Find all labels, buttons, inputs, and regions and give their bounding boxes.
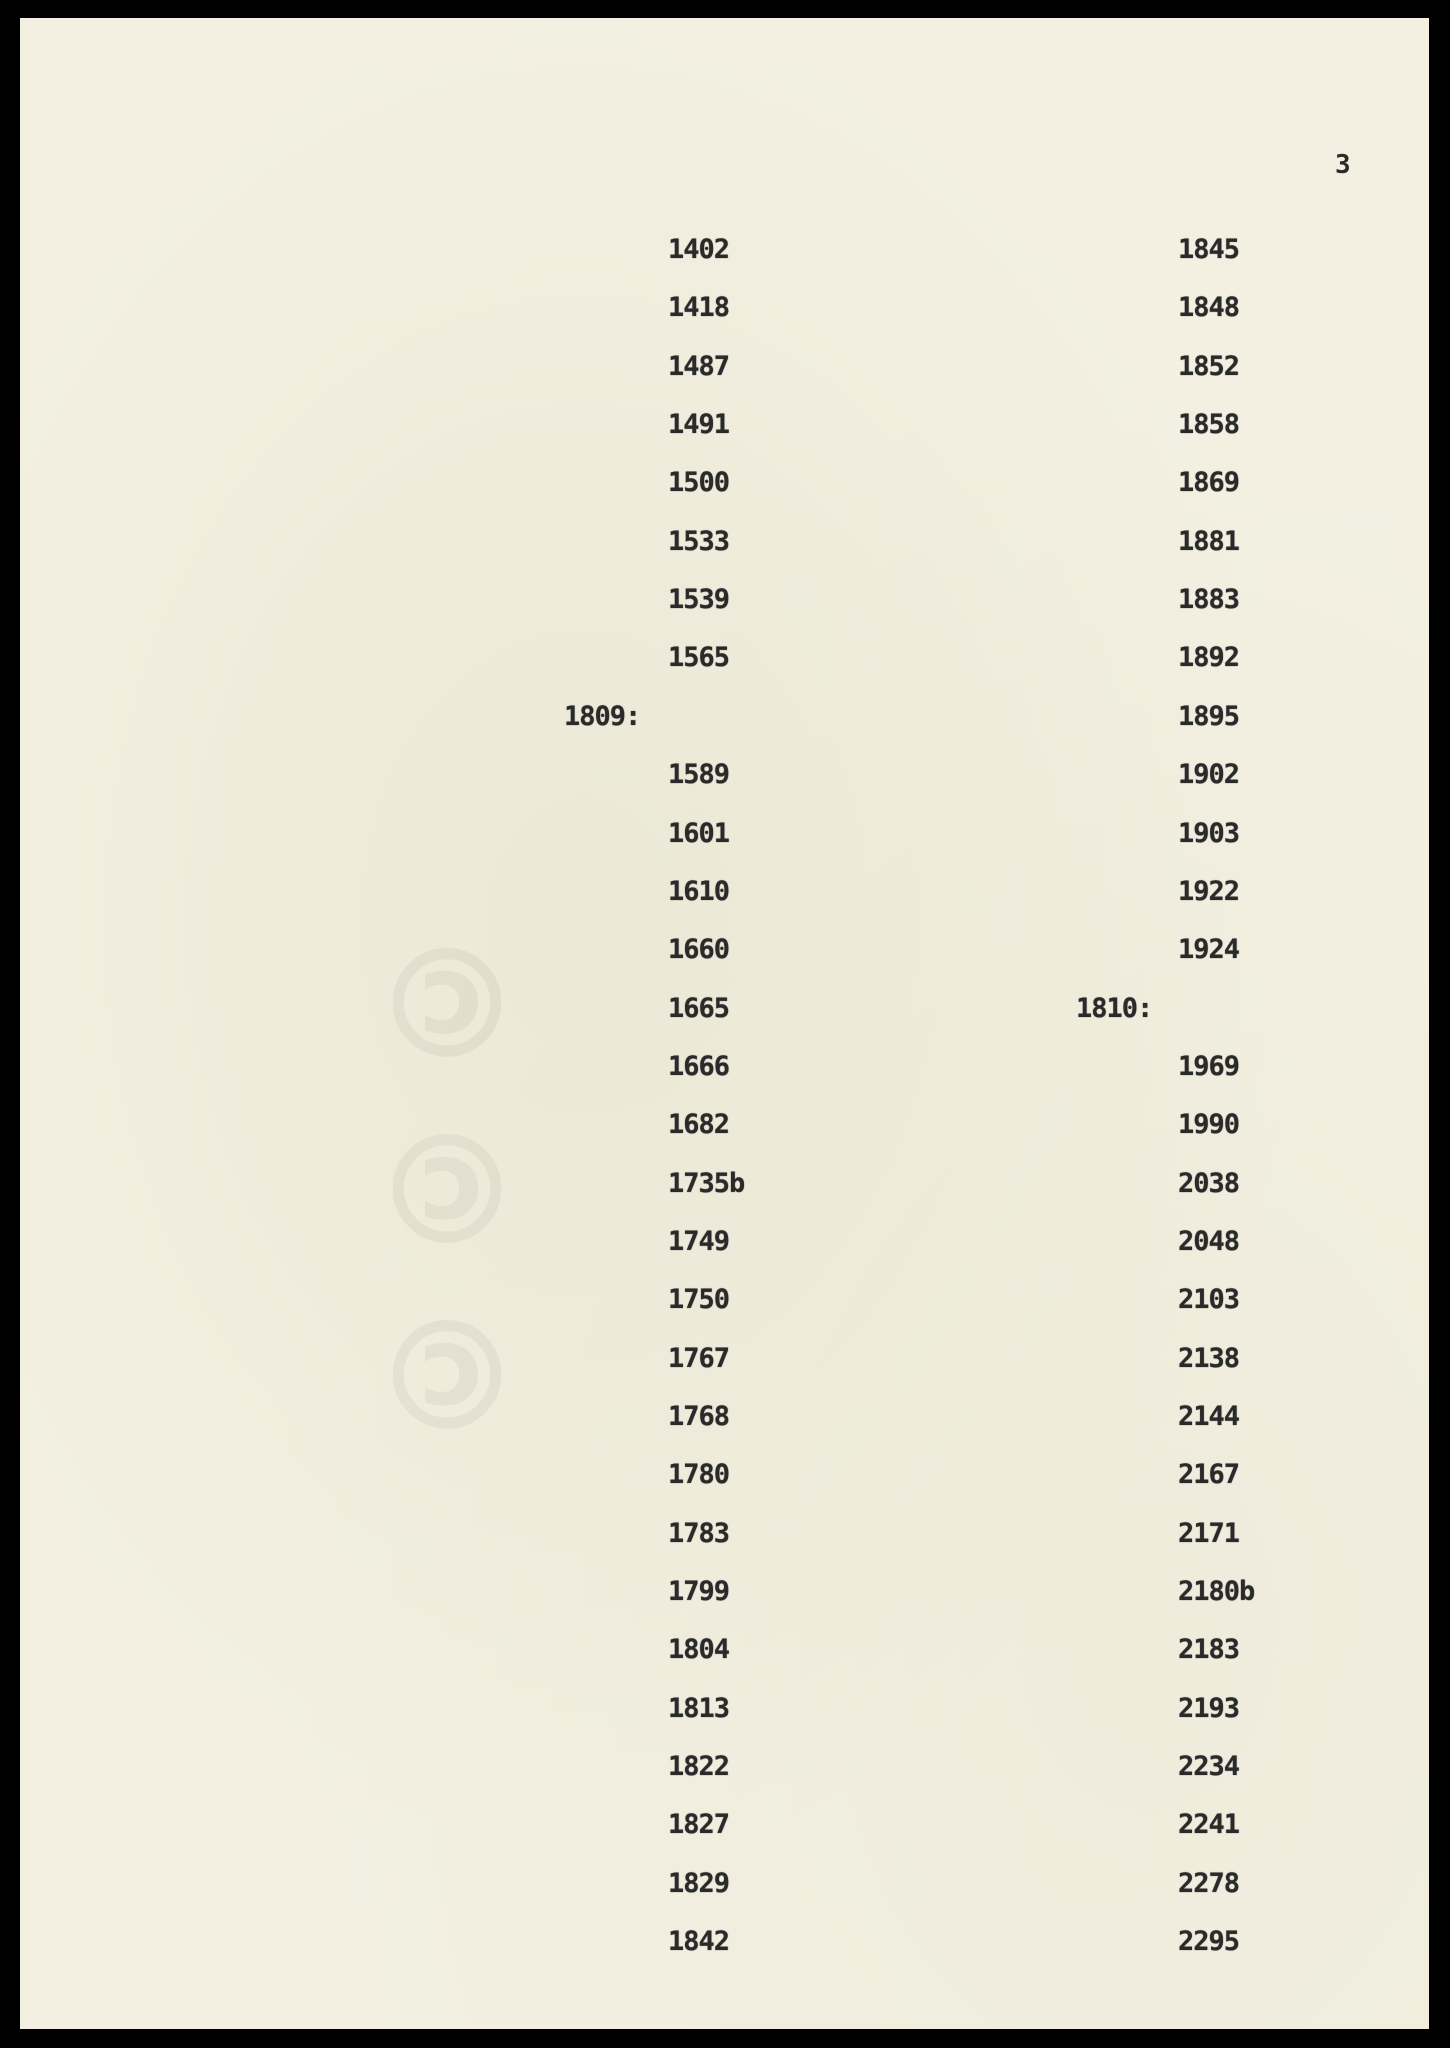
catalog-number: 1895 [1178, 700, 1240, 732]
catalog-number: 1610 [668, 875, 730, 907]
catalog-number: 1533 [668, 525, 730, 557]
catalog-number: 1666 [668, 1050, 730, 1082]
catalog-number: 1665 [668, 992, 730, 1024]
catalog-number: 1780 [668, 1459, 730, 1491]
year-label: 1810: [1076, 992, 1153, 1024]
catalog-number: 1799 [668, 1576, 730, 1608]
catalog-number: 1902 [1178, 759, 1240, 791]
catalog-number: 1903 [1178, 817, 1240, 849]
catalog-number: 2048 [1178, 1225, 1240, 1257]
catalog-number: 1848 [1178, 292, 1240, 324]
document-page [20, 18, 1429, 2029]
catalog-number: 1500 [668, 467, 730, 499]
catalog-number: 2193 [1178, 1692, 1240, 1724]
catalog-number: 2278 [1178, 1867, 1240, 1899]
catalog-number: 2171 [1178, 1517, 1240, 1549]
show-through-watermark: ©©© [360, 835, 534, 1458]
catalog-number: 2295 [1178, 1926, 1240, 1958]
catalog-number: 2038 [1178, 1167, 1240, 1199]
catalog-number: 1827 [668, 1809, 730, 1841]
catalog-number: 2144 [1178, 1401, 1240, 1432]
catalog-number: 1924 [1178, 934, 1240, 966]
catalog-number: 1858 [1178, 409, 1240, 441]
catalog-number: 1601 [668, 817, 730, 849]
catalog-number: 1487 [668, 350, 730, 382]
catalog-number: 1749 [668, 1225, 730, 1257]
catalog-number: 1969 [1178, 1050, 1240, 1082]
catalog-number: 1804 [668, 1634, 730, 1666]
page-number: 3 [1335, 150, 1351, 180]
catalog-number: 2234 [1178, 1751, 1240, 1783]
catalog-number: 1539 [668, 584, 730, 616]
catalog-number: 2241 [1178, 1809, 1240, 1841]
catalog-number: 1852 [1178, 350, 1240, 382]
catalog-number: 1589 [668, 759, 730, 791]
catalog-number: 2167 [1178, 1459, 1240, 1491]
catalog-number: 1735b [668, 1167, 745, 1199]
catalog-number: 1402 [668, 234, 730, 265]
catalog-number: 1768 [668, 1401, 730, 1432]
catalog-number: 2103 [1178, 1284, 1240, 1316]
catalog-number: 2138 [1178, 1342, 1240, 1374]
catalog-number: 1682 [668, 1109, 730, 1141]
catalog-number: 1869 [1178, 467, 1240, 499]
catalog-number: 1767 [668, 1342, 730, 1374]
catalog-number: 1660 [668, 934, 730, 966]
catalog-number: 1845 [1178, 234, 1240, 265]
year-label: 1809: [564, 700, 641, 732]
catalog-number: 1813 [668, 1692, 730, 1724]
catalog-number: 1990 [1178, 1109, 1240, 1141]
catalog-number: 1892 [1178, 642, 1240, 674]
catalog-number: 2183 [1178, 1634, 1240, 1666]
catalog-number: 1922 [1178, 875, 1240, 907]
catalog-number: 1822 [668, 1751, 730, 1783]
catalog-number: 1881 [1178, 525, 1240, 557]
catalog-number: 1418 [668, 292, 730, 324]
catalog-number: 1491 [668, 409, 730, 441]
catalog-number: 2180b [1178, 1576, 1255, 1608]
catalog-number: 1829 [668, 1867, 730, 1899]
catalog-number: 1750 [668, 1284, 730, 1316]
catalog-number: 1883 [1178, 584, 1240, 616]
catalog-number: 1783 [668, 1517, 730, 1549]
catalog-number: 1565 [668, 642, 730, 674]
catalog-number: 1842 [668, 1926, 730, 1958]
